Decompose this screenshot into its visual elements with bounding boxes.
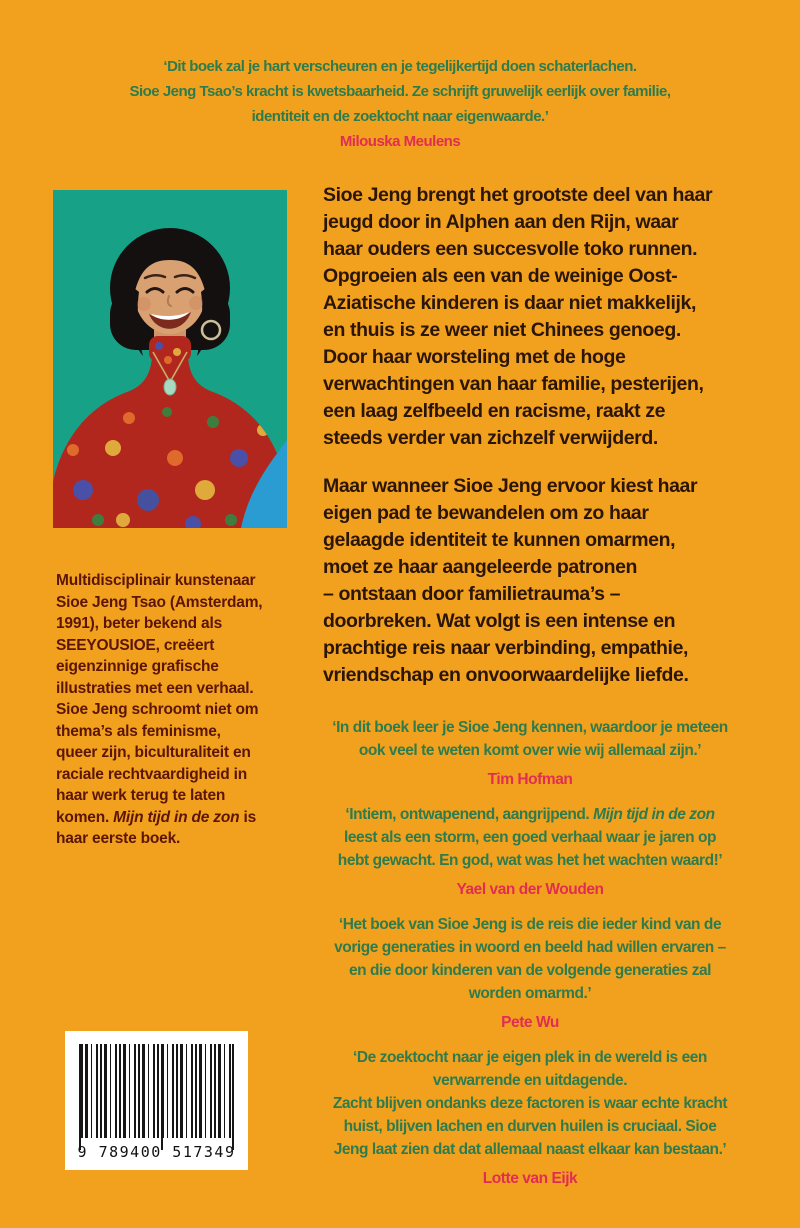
quote-yael-van-der-wouden	[270, 803, 790, 901]
bio-line: queer zijn, biculturaliteit en	[56, 744, 251, 761]
barcode-bars	[81, 1044, 232, 1138]
quote-lotte-van-eijk	[270, 1046, 790, 1190]
quote-line: ook veel te weten komt over wie wij allemaal zijn.’	[358, 742, 702, 759]
synopsis-line: doorbreken. Wat volgt is een intense en	[323, 610, 676, 632]
top-quote-attribution: Milouska Meulens	[339, 133, 461, 150]
bio-line: SEEYOUSIOE, creëert	[56, 636, 215, 654]
synopsis-line: – ontstaan door familietrauma’s –	[323, 583, 621, 605]
quote-line: hebt gewacht. En god, wat was het het wachten waard!’	[337, 852, 723, 869]
synopsis-line: steeds verder van zichzelf verwijderd.	[323, 427, 658, 449]
jade-pendant	[164, 379, 176, 395]
synopsis-line: een laag zelfbeeld en racisme, raakt ze	[323, 400, 666, 422]
author-bio	[56, 570, 262, 850]
author-photo	[53, 190, 287, 528]
quote-attribution: Pete Wu	[501, 1014, 559, 1031]
bio-line: illustraties met een verhaal.	[56, 679, 254, 697]
quote-line: worden omarmd.’	[468, 985, 592, 1002]
quote-line: huist, blijven lachen en durven huilen is cruciaal. Sioe	[343, 1118, 717, 1135]
bio-line: eigenzinnige grafische	[56, 658, 219, 675]
bio-line: Multidisciplinair kunstenaar	[56, 572, 256, 589]
quote-line: Jeng laat zien dat dat allemaal naast elkaar kan bestaan.’	[333, 1141, 727, 1158]
quote-line: vorige generaties in woord en beeld had willen ervaren –	[334, 939, 726, 956]
quote-tim-hofman	[270, 716, 790, 791]
synopsis-line: haar ouders een succesvolle toko runnen.	[323, 238, 698, 260]
bio-line: haar eerste boek.	[56, 830, 181, 847]
synopsis-line: Maar wanneer Sioe Jeng ervoor kiest haar	[323, 475, 698, 497]
synopsis-paragraph-1	[323, 182, 712, 452]
synopsis-line: verwachtingen van haar familie, pesterijen,	[323, 373, 704, 395]
endorsement-quotes	[270, 716, 790, 1202]
barcode-guard-bar	[232, 1044, 234, 1150]
synopsis-line: Aziatische kinderen is daar niet makkelijk,	[323, 292, 696, 314]
barcode-guard-bar	[161, 1044, 163, 1150]
quote-line: ‘De zoektocht naar je eigen plek in de wereld is een	[353, 1049, 707, 1066]
top-quote-line: identiteit en de zoektocht naar eigenwaarde.’	[251, 108, 549, 125]
synopsis-line: vriendschap en onvoorwaardelijke liefde.	[323, 664, 689, 686]
synopsis-paragraph-2	[323, 473, 712, 689]
quote-attribution: Lotte van Eijk	[482, 1170, 578, 1187]
synopsis-line: Opgroeien als een van de weinige Oost-	[323, 265, 678, 287]
quote-pete-wu	[270, 913, 790, 1034]
author-portrait-illustration	[53, 190, 287, 528]
quote-line: ‘In dit boek leer je Sioe Jeng kennen, waardoor je meteen	[332, 719, 728, 736]
quote-attribution: Tim Hofman	[487, 771, 573, 788]
synopsis-line: moet ze haar aangeleerde patronen	[323, 556, 638, 578]
isbn-barcode	[65, 1031, 248, 1170]
top-quote-line: ‘Dit boek zal je hart verscheuren en je tegelijkertijd doen schaterlachen.	[163, 58, 637, 75]
synopsis-line: prachtige reis naar verbinding, empathie,	[323, 637, 689, 659]
synopsis-line: en thuis is ze weer niet Chinees genoeg.	[323, 319, 681, 341]
bio-line-with-book-title: komen. Mijn tijd in de zon is	[56, 808, 257, 826]
synopsis-line: eigen pad te bewandelen om zo haar	[323, 502, 649, 524]
quote-line: verwarrende en uitdagende.	[432, 1072, 628, 1089]
synopsis-line: jeugd door in Alphen aan den Rijn, waar	[323, 211, 679, 233]
top-quote	[0, 54, 800, 154]
synopsis-line: Sioe Jeng brengt het grootste deel van haar	[323, 184, 713, 206]
bio-line: 1991), beter bekend als	[56, 615, 222, 632]
quote-line: Zacht blijven ondanks deze factoren is waar echte kracht	[332, 1095, 728, 1112]
bio-line: Sioe Jeng schroomt niet om	[56, 701, 259, 718]
bio-line: haar werk terug te laten	[56, 787, 226, 804]
synopsis-line: gelaagde identiteit te kunnen omarmen,	[323, 529, 676, 551]
bio-line: Sioe Jeng Tsao (Amsterdam,	[56, 593, 263, 611]
bio-line: raciale rechtvaardigheid in	[56, 765, 248, 783]
bio-line: thema’s als feminisme,	[56, 722, 221, 740]
synopsis	[323, 182, 712, 689]
quote-line-with-book-title: ‘Intiem, ontwapenend, aangrijpend. Mijn tijd in de zon	[345, 806, 715, 823]
quote-line: en die door kinderen van de volgende generaties zal	[348, 962, 712, 979]
top-quote-line: Sioe Jeng Tsao’s kracht is kwetsbaarheid. Ze schrijft gruwelijk eerlijk over familie,	[129, 83, 671, 100]
quote-line: leest als een storm, een goed verhaal waar je jaren op	[344, 829, 716, 846]
book-title-italic: Mijn tijd in de zon	[113, 808, 240, 826]
quote-line: ‘Het boek van Sioe Jeng is de reis die ieder kind van de	[338, 916, 722, 933]
synopsis-line: Door haar worsteling met de hoge	[323, 346, 626, 368]
quote-attribution: Yael van der Wouden	[456, 881, 604, 898]
book-title-italic: Mijn tijd in de zon	[593, 806, 715, 823]
barcode-guard-bar	[79, 1044, 81, 1150]
isbn-number: 9 789400 517349	[77, 1143, 236, 1161]
